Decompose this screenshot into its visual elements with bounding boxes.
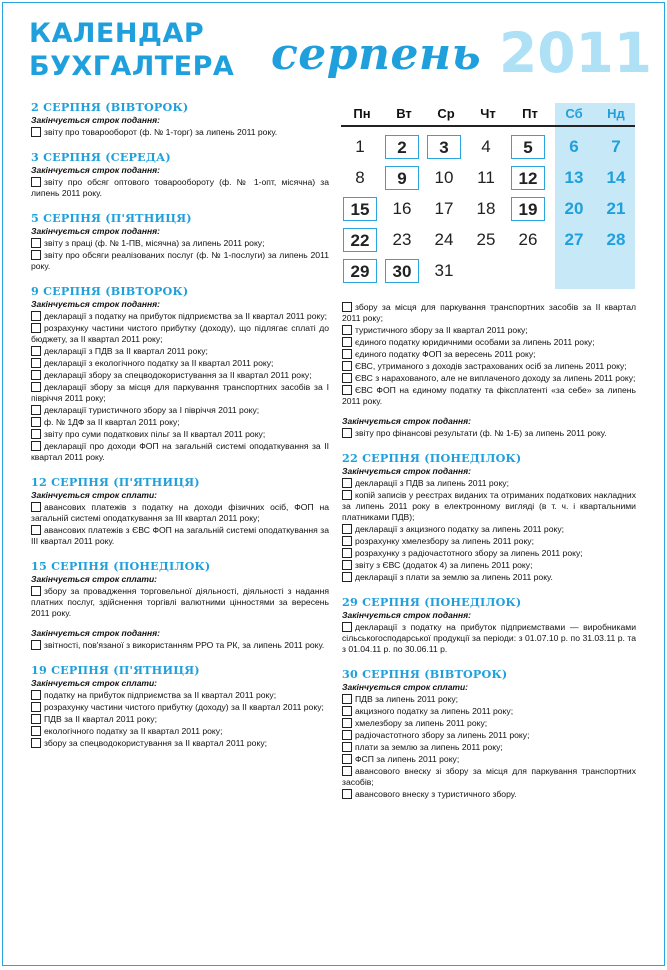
deadline-item bbox=[31, 238, 329, 249]
deadline-item bbox=[342, 373, 636, 384]
deadline-item-text: розрахунку з радіочастотного збору за липень 2011 року; bbox=[355, 548, 583, 558]
checkbox[interactable] bbox=[31, 441, 41, 451]
checkbox[interactable] bbox=[31, 370, 41, 380]
deadline-item bbox=[342, 490, 636, 523]
checkbox[interactable] bbox=[342, 694, 352, 704]
deadline-item bbox=[342, 706, 636, 717]
deadline-item-text: авансового внеску зі збору за місця для паркування транспортних засобів; bbox=[342, 766, 636, 787]
checkbox[interactable] bbox=[31, 738, 41, 748]
section-aug-03 bbox=[31, 150, 329, 199]
deadline-item-text: єдиного податку юридичними особами за липень 2011 року; bbox=[355, 337, 595, 347]
section-aug-09 bbox=[31, 284, 329, 463]
deadline-item-text: збору за провадження торговельної діяльності, діяльності з надання платних послуг, здійснення торгівлі валютними цінностями за вересень 2011 року. bbox=[31, 586, 329, 618]
weekday-2: Вт bbox=[396, 106, 412, 121]
calendar-day: 29 bbox=[343, 259, 377, 283]
calendar-day: 9 bbox=[385, 166, 419, 190]
deadline-item bbox=[31, 586, 329, 619]
calendar-header-divider bbox=[341, 125, 635, 127]
checkbox[interactable] bbox=[342, 385, 352, 395]
deadline-item-text: розрахунку частини чистого прибутку (доходу) за II квартал 2011 року; bbox=[44, 702, 324, 712]
section-aug-22 bbox=[342, 451, 636, 583]
weekday-6: Сб bbox=[565, 106, 583, 121]
calendar-day: 22 bbox=[343, 228, 377, 252]
checkbox[interactable] bbox=[342, 302, 352, 312]
section-aug-02 bbox=[31, 100, 329, 138]
section-subheading: Закінчується строк подання: bbox=[342, 466, 471, 476]
deadline-item bbox=[342, 718, 636, 729]
section-subheading: Закінчується строк сплати: bbox=[31, 678, 158, 688]
title-line-2: БУХГАЛТЕРА bbox=[29, 51, 235, 82]
checkbox[interactable] bbox=[342, 789, 352, 799]
deadline-item-text: декларації збору за місця для паркування транспортних засобів за I півріччя 2011 року; bbox=[31, 382, 329, 403]
deadline-item-text: збору за місця для паркування транспортних засобів за II квартал 2011 року; bbox=[342, 302, 636, 323]
deadline-item-text: копій записів у реєстрах виданих та отриманих податкових накладних за липень 2011 року в електронному вигляді (в т. ч. і квартальними платниками ПДВ); bbox=[342, 490, 636, 522]
calendar-day: 5 bbox=[511, 135, 545, 159]
checkbox[interactable] bbox=[31, 702, 41, 712]
deadline-item bbox=[342, 730, 636, 741]
deadline-item-text: збору за спецводокористування за II квартал 2011 року; bbox=[44, 738, 268, 748]
deadline-item bbox=[342, 337, 636, 348]
section-heading: 29 СЕРПНЯ (ПОНЕДІЛОК) bbox=[342, 595, 522, 609]
page bbox=[2, 2, 665, 966]
deadline-item-text: звіту з ЄВС (додаток 4) за липень 2011 року; bbox=[355, 560, 533, 570]
calendar-day: 6 bbox=[569, 137, 579, 156]
section-heading: 19 СЕРПНЯ (П'ЯТНИЦЯ) bbox=[31, 663, 200, 677]
checkbox[interactable] bbox=[31, 726, 41, 736]
checkbox[interactable] bbox=[342, 490, 352, 500]
checkbox[interactable] bbox=[342, 766, 352, 776]
deadline-item-text: ПДВ за II квартал 2011 року; bbox=[44, 714, 157, 724]
section-aug-30 bbox=[342, 667, 636, 800]
deadline-item bbox=[31, 690, 329, 701]
deadline-item-text: декларації з ПДВ за II квартал 2011 року; bbox=[44, 346, 208, 356]
deadline-item-text: ЄВС з нарахованого, але не виплаченого доходу за липень 2011 року; bbox=[355, 373, 636, 383]
deadline-item-text: ЄВС, утриманого з доходів застрахованих осіб за липень 2011 року; bbox=[355, 361, 627, 371]
calendar-day: 21 bbox=[606, 199, 626, 218]
deadline-item bbox=[31, 382, 329, 404]
left-column bbox=[31, 100, 329, 761]
calendar-day: 30 bbox=[385, 259, 419, 283]
checkbox[interactable] bbox=[31, 311, 41, 321]
deadline-item bbox=[342, 478, 636, 489]
deadline-item bbox=[31, 726, 329, 737]
deadline-item-text: декларації туристичного збору за I півріччя 2011 року; bbox=[44, 405, 260, 415]
checkbox[interactable] bbox=[342, 373, 352, 383]
checkbox[interactable] bbox=[342, 536, 352, 546]
deadline-item-text: радіочастотного збору за липень 2011 року; bbox=[355, 730, 530, 740]
deadline-item bbox=[31, 429, 329, 440]
calendar-day: 20 bbox=[564, 199, 584, 218]
deadline-item bbox=[31, 405, 329, 416]
title-line-1: КАЛЕНДАР bbox=[29, 18, 205, 49]
deadline-item bbox=[342, 361, 636, 372]
calendar-day: 15 bbox=[343, 197, 377, 221]
deadline-item-text: декларації з екологічного податку за II квартал 2011 року; bbox=[44, 358, 274, 368]
deadline-item bbox=[31, 441, 329, 463]
checkbox[interactable] bbox=[342, 428, 352, 438]
checkbox[interactable] bbox=[31, 250, 41, 260]
deadline-item bbox=[31, 640, 329, 651]
calendar-day: 4 bbox=[481, 137, 491, 156]
checkbox[interactable] bbox=[342, 478, 352, 488]
section-subheading: Закінчується строк подання: bbox=[31, 628, 160, 638]
section-subheading: Закінчується строк сплати: bbox=[31, 574, 158, 584]
checkbox[interactable] bbox=[342, 337, 352, 347]
deadline-item-text: декларації з податку на прибуток підприємства за II квартал 2011 року; bbox=[44, 311, 328, 321]
section-subheading: Закінчується строк подання: bbox=[31, 226, 160, 236]
section-subheading: Закінчується строк подання: bbox=[342, 416, 471, 426]
deadline-item-text: плати за землю за липень 2011 року; bbox=[355, 742, 503, 752]
deadline-item-text: ФСП за липень 2011 року; bbox=[355, 754, 460, 764]
calendar-day: 12 bbox=[511, 166, 545, 190]
calendar-day: 17 bbox=[434, 199, 454, 218]
checkbox[interactable] bbox=[342, 718, 352, 728]
deadline-item-text: екологічного податку за II квартал 2011 року; bbox=[44, 726, 223, 736]
deadline-item-text: розрахунку частини чистого прибутку (доходу), що підлягає сплаті до бюджету, за II квартал 2011 року; bbox=[31, 323, 329, 344]
calendar-day: 18 bbox=[476, 199, 496, 218]
deadline-item-text: декларації з податку на прибуток підприємствами — виробниками сільськогосподарської продукції за періоди: з 01.07.10 р. по 31.03.11 р. та з 01.04.11 р. по 30.06.11 р. bbox=[342, 622, 636, 654]
deadline-item-text: звітності, пов'язаної з використанням РРО та РК, за липень 2011 року. bbox=[44, 640, 325, 650]
deadline-item bbox=[342, 524, 636, 535]
deadline-item bbox=[342, 694, 636, 705]
deadline-item-text: авансових платежів з ЄВС ФОП на загальній системі оподаткування за III квартал 2011 року. bbox=[31, 525, 329, 546]
checkbox[interactable] bbox=[31, 346, 41, 356]
deadline-item-text: авансових платежів з податку на доходи фізичних осіб, ФОП на загальній системі оподаткування за III квартал 2011 року; bbox=[31, 502, 329, 523]
deadline-item-text: звіту про товарооборот (ф. № 1-торг) за липень 2011 року. bbox=[44, 127, 278, 137]
deadline-item-text: податку на прибуток підприємства за II квартал 2011 року; bbox=[44, 690, 277, 700]
section-aug-15 bbox=[31, 559, 329, 651]
calendar-day: 3 bbox=[427, 135, 461, 159]
deadline-item bbox=[342, 742, 636, 753]
deadline-item bbox=[342, 428, 636, 439]
weekday-3: Ср bbox=[437, 106, 455, 121]
deadline-item-text: декларації з плати за землю за липень 2011 року. bbox=[355, 572, 553, 582]
deadline-item-text: авансового внеску з туристичного збору. bbox=[355, 789, 517, 799]
deadline-item-text: ЄВС ФОП на єдиному податку та фіксплатенті «за себе» за липень 2011 року. bbox=[342, 385, 636, 406]
deadline-item-text: звіту про обсяги реалізованих послуг (ф. № 1-послуги) за липень 2011 року. bbox=[31, 250, 329, 271]
section-heading: 15 СЕРПНЯ (ПОНЕДІЛОК) bbox=[31, 559, 211, 573]
deadline-item bbox=[342, 349, 636, 360]
deadline-item-text: єдиного податку ФОП за вересень 2011 року; bbox=[355, 349, 536, 359]
deadline-item bbox=[31, 738, 329, 749]
section-subheading: Закінчується строк подання: bbox=[31, 299, 160, 309]
checkbox[interactable] bbox=[31, 640, 41, 650]
calendar-day: 13 bbox=[564, 168, 584, 187]
checkbox[interactable] bbox=[31, 714, 41, 724]
deadline-item bbox=[342, 325, 636, 336]
section-aug-19 bbox=[31, 663, 329, 749]
deadline-item-text: ПДВ за липень 2011 року; bbox=[355, 694, 459, 704]
deadline-item bbox=[31, 323, 329, 345]
deadline-item-text: декларації збору за спецводокористування за II квартал 2011 року; bbox=[44, 370, 312, 380]
checkbox[interactable] bbox=[31, 323, 41, 333]
deadline-item bbox=[31, 417, 329, 428]
calendar-day: 25 bbox=[476, 230, 496, 249]
weekday-7: Нд bbox=[607, 106, 625, 121]
calendar-day: 2 bbox=[385, 135, 419, 159]
page-title bbox=[29, 17, 259, 83]
section-subheading: Закінчується строк сплати: bbox=[342, 682, 469, 692]
checkbox[interactable] bbox=[31, 405, 41, 415]
deadline-item-text: туристичного збору за II квартал 2011 року; bbox=[355, 325, 528, 335]
checkbox[interactable] bbox=[342, 706, 352, 716]
checkbox[interactable] bbox=[342, 524, 352, 534]
section-heading: 3 СЕРПНЯ (СЕРЕДА) bbox=[31, 150, 171, 164]
deadline-item bbox=[31, 702, 329, 713]
checkbox[interactable] bbox=[31, 586, 41, 596]
deadline-item bbox=[31, 370, 329, 381]
calendar-day: 8 bbox=[355, 168, 365, 187]
calendar-day: 16 bbox=[392, 199, 412, 218]
section-heading: 5 СЕРПНЯ (П'ЯТНИЦЯ) bbox=[31, 211, 192, 225]
deadline-item bbox=[342, 789, 636, 800]
checkbox[interactable] bbox=[342, 730, 352, 740]
weekday-4: Чт bbox=[480, 106, 496, 121]
deadline-item bbox=[342, 302, 636, 324]
calendar-day: 7 bbox=[611, 137, 621, 156]
deadline-item-text: декларації про доходи ФОП на загальній системі оподаткування за II квартал 2011 року. bbox=[31, 441, 329, 462]
calendar-day: 27 bbox=[564, 230, 584, 249]
section-aug-29 bbox=[342, 595, 636, 655]
deadline-item-text: розрахунку хмелезбору за липень 2011 року; bbox=[355, 536, 534, 546]
checkbox[interactable] bbox=[31, 417, 41, 427]
checkbox[interactable] bbox=[342, 754, 352, 764]
deadline-item bbox=[342, 548, 636, 559]
deadline-item bbox=[31, 311, 329, 322]
deadline-item bbox=[31, 346, 329, 357]
checkbox[interactable] bbox=[342, 622, 352, 632]
checkbox[interactable] bbox=[31, 382, 41, 392]
deadline-item bbox=[342, 766, 636, 788]
calendar-day: 10 bbox=[434, 168, 454, 187]
checkbox[interactable] bbox=[31, 429, 41, 439]
deadline-item bbox=[31, 127, 329, 138]
calendar-day: 28 bbox=[606, 230, 626, 249]
checkbox[interactable] bbox=[31, 238, 41, 248]
weekend-shading bbox=[555, 103, 635, 289]
checkbox[interactable] bbox=[342, 572, 352, 582]
checkbox[interactable] bbox=[31, 127, 41, 137]
checkbox[interactable] bbox=[342, 325, 352, 335]
calendar-day: 26 bbox=[518, 230, 538, 249]
checkbox[interactable] bbox=[31, 525, 41, 535]
deadline-item bbox=[342, 622, 636, 655]
section-subheading: Закінчується строк подання: bbox=[31, 165, 160, 175]
deadline-item bbox=[342, 385, 636, 407]
deadline-item bbox=[31, 250, 329, 272]
deadline-item bbox=[342, 560, 636, 571]
weekday-1: Пн bbox=[353, 106, 371, 121]
weekday-5: Пт bbox=[522, 106, 538, 121]
checkbox[interactable] bbox=[342, 361, 352, 371]
deadline-item bbox=[31, 358, 329, 369]
checkbox[interactable] bbox=[342, 742, 352, 752]
deadline-item-text: декларації з ПДВ за липень 2011 року; bbox=[355, 478, 509, 488]
calendar-day: 19 bbox=[511, 197, 545, 221]
calendar-day: 31 bbox=[434, 261, 454, 280]
deadline-item bbox=[31, 714, 329, 725]
deadline-item-text: звіту про обсяг оптового товарообороту (ф. № 1-опт, місячна) за липень 2011 року. bbox=[31, 177, 329, 198]
right-column bbox=[342, 301, 636, 812]
deadline-item-text: звіту про суми податкових пільг за II квартал 2011 року; bbox=[44, 429, 266, 439]
deadline-item-text: ф. № 1ДФ за II квартал 2011 року; bbox=[44, 417, 180, 427]
section-heading: 2 СЕРПНЯ (ВІВТОРОК) bbox=[31, 100, 189, 114]
deadline-item-text: акцизного податку за липень 2011 року; bbox=[355, 706, 514, 716]
month-calendar bbox=[341, 103, 635, 289]
section-aug-12 bbox=[31, 475, 329, 547]
checkbox[interactable] bbox=[31, 502, 41, 512]
section-subheading: Закінчується строк подання: bbox=[31, 115, 160, 125]
deadline-item-text: декларації з акцизного податку за липень 2011 року; bbox=[355, 524, 565, 534]
section-subheading: Закінчується строк сплати: bbox=[31, 490, 158, 500]
year-label: 2011 bbox=[499, 21, 653, 85]
section-heading: 9 СЕРПНЯ (ВІВТОРОК) bbox=[31, 284, 189, 298]
deadline-item bbox=[31, 525, 329, 547]
month-name: серпень bbox=[271, 29, 482, 80]
checkbox[interactable] bbox=[31, 177, 41, 187]
deadline-item bbox=[31, 177, 329, 199]
section-aug-19-continued bbox=[342, 302, 636, 439]
section-heading: 12 СЕРПНЯ (П'ЯТНИЦЯ) bbox=[31, 475, 200, 489]
deadline-item bbox=[342, 754, 636, 765]
section-heading: 30 СЕРПНЯ (ВІВТОРОК) bbox=[342, 667, 508, 681]
deadline-item bbox=[31, 502, 329, 524]
checkbox[interactable] bbox=[342, 560, 352, 570]
deadline-item-text: хмелезбору за липень 2011 року; bbox=[355, 718, 488, 728]
deadline-item bbox=[342, 536, 636, 547]
calendar-day: 24 bbox=[434, 230, 454, 249]
deadline-item bbox=[342, 572, 636, 583]
checkbox[interactable] bbox=[31, 358, 41, 368]
calendar-day: 14 bbox=[606, 168, 626, 187]
deadline-item-text: звіту з праці (ф. № 1-ПВ, місячна) за липень 2011 року; bbox=[44, 238, 265, 248]
deadline-item-text: звіту про фінансові результати (ф. № 1-Б) за липень 2011 року. bbox=[355, 428, 607, 438]
section-aug-05 bbox=[31, 211, 329, 272]
checkbox[interactable] bbox=[342, 548, 352, 558]
calendar-day: 23 bbox=[392, 230, 412, 249]
calendar-day: 1 bbox=[355, 137, 365, 156]
checkbox[interactable] bbox=[342, 349, 352, 359]
section-heading: 22 СЕРПНЯ (ПОНЕДІЛОК) bbox=[342, 451, 522, 465]
section-subheading: Закінчується строк подання: bbox=[342, 610, 471, 620]
calendar-day: 11 bbox=[477, 168, 495, 187]
checkbox[interactable] bbox=[31, 690, 41, 700]
